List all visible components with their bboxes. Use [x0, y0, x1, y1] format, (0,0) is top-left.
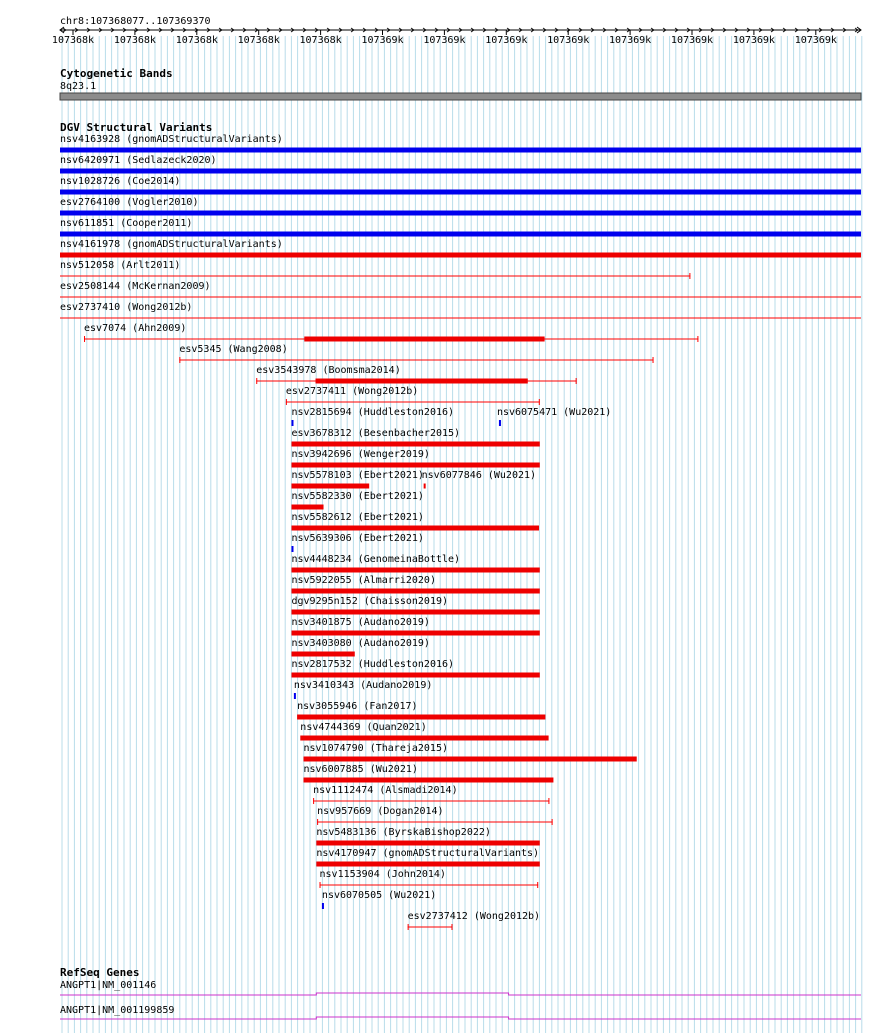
- variant-label[interactable]: nsv6420971 (Sedlazeck2020): [60, 155, 217, 166]
- variant-label[interactable]: esv2737410 (Wong2012b): [60, 302, 193, 313]
- gene-label-1[interactable]: ANGPT1|NM_001146: [60, 980, 157, 991]
- ruler-tick-label: 107369k: [670, 35, 714, 46]
- ruler-location: chr8:107368077..107369370: [60, 16, 211, 27]
- ruler-tick-label: 107369k: [794, 35, 837, 46]
- variant-label[interactable]: nsv3055946 (Fan2017): [297, 701, 418, 712]
- variant-label[interactable]: nsv3403080 (Audano2019): [291, 638, 430, 649]
- variant-bar[interactable]: [60, 232, 861, 237]
- variant-bar[interactable]: [291, 589, 539, 594]
- variant-label[interactable]: nsv957669 (Dogan2014): [317, 806, 444, 817]
- variant-bar[interactable]: [316, 379, 528, 384]
- variant-label[interactable]: nsv1112474 (Alsmadi2014): [313, 785, 458, 796]
- variant-label[interactable]: nsv6077846 (Wu2021): [421, 470, 537, 481]
- variant-label[interactable]: nsv2815694 (Huddleston2016): [291, 407, 455, 418]
- ruler-tick-label: 107369k: [609, 35, 652, 46]
- variant-label[interactable]: esv2508144 (McKernan2009): [60, 281, 211, 292]
- variant-label[interactable]: esv7074 (Ahn2009): [84, 323, 187, 334]
- variant-tick[interactable]: [294, 693, 296, 699]
- gene-label-2[interactable]: ANGPT1|NM_001199859: [60, 1005, 175, 1016]
- variant-label[interactable]: nsv2817532 (Huddleston2016): [291, 659, 455, 670]
- variant-label[interactable]: nsv512058 (Arlt2011): [60, 260, 181, 271]
- ruler-tick-label: 107368k: [51, 35, 95, 46]
- variant-label[interactable]: esv3678312 (Besenbacher2015): [291, 428, 461, 439]
- ruler-tick-label: 107369k: [485, 35, 528, 46]
- variant-bar[interactable]: [316, 862, 539, 867]
- variant-label[interactable]: nsv5582330 (Ebert2021): [291, 491, 424, 502]
- variant-bar[interactable]: [291, 631, 539, 636]
- variant-label[interactable]: esv5345 (Wang2008): [179, 344, 288, 355]
- variant-tick[interactable]: [291, 546, 293, 552]
- variant-bar[interactable]: [316, 841, 539, 846]
- variant-label[interactable]: nsv5639306 (Ebert2021): [291, 533, 424, 544]
- variant-label[interactable]: nsv6007885 (Wu2021): [303, 764, 418, 775]
- ruler-tick-label: 107369k: [547, 35, 590, 46]
- variant-bar[interactable]: [304, 337, 544, 342]
- variant-label[interactable]: nsv5483136 (ByrskaBishop2022): [316, 827, 491, 838]
- variant-label[interactable]: esv3543978 (Boomsma2014): [256, 365, 401, 376]
- variant-label[interactable]: nsv1028726 (Coe2014): [60, 176, 181, 187]
- variant-label[interactable]: nsv6075471 (Wu2021): [496, 407, 612, 418]
- cytoband-name: 8q23.1: [60, 81, 97, 92]
- variant-bar[interactable]: [304, 757, 637, 762]
- ruler-tick-label: 107369k: [361, 35, 404, 46]
- variant-bar[interactable]: [291, 505, 323, 510]
- variant-tick[interactable]: [499, 420, 501, 426]
- variant-label[interactable]: esv2764100 (Vogler2010): [60, 197, 199, 208]
- variant-label[interactable]: nsv4161978 (gnomADStructuralVariants): [60, 239, 283, 250]
- variant-bar[interactable]: [60, 211, 861, 216]
- variant-bar[interactable]: [291, 463, 539, 468]
- variant-label[interactable]: nsv1074790 (Thareja2015): [303, 743, 448, 754]
- variant-tick[interactable]: [291, 420, 293, 426]
- variant-label[interactable]: nsv5922055 (Almarri2020): [291, 575, 436, 586]
- variant-bar[interactable]: [60, 190, 861, 195]
- variant-label[interactable]: nsv4163928 (gnomADStructuralVariants): [60, 134, 283, 145]
- variant-bar[interactable]: [60, 169, 861, 174]
- variant-label[interactable]: nsv3401875 (Audano2019): [291, 617, 430, 628]
- variant-bar[interactable]: [291, 610, 539, 615]
- variant-bar[interactable]: [291, 442, 539, 447]
- variant-bar[interactable]: [291, 652, 354, 657]
- variant-label[interactable]: esv2737411 (Wong2012b): [285, 386, 419, 397]
- variant-label[interactable]: nsv4170947 (gnomADStructuralVariants): [316, 848, 540, 859]
- cytoband-bar[interactable]: [60, 93, 861, 100]
- variant-bar[interactable]: [60, 148, 861, 153]
- dgv-track-title[interactable]: DGV Structural Variants: [60, 121, 213, 134]
- variant-bar[interactable]: [291, 673, 539, 678]
- variant-label[interactable]: nsv611851 (Cooper2011): [60, 218, 193, 229]
- ruler-tick-label: 107368k: [299, 35, 342, 46]
- variant-label[interactable]: nsv3942696 (Wenger2019): [291, 449, 430, 460]
- variant-bar[interactable]: [291, 526, 539, 531]
- variant-label[interactable]: nsv3410343 (Audano2019): [293, 680, 433, 691]
- variant-label[interactable]: nsv4448234 (GenomeinaBottle): [291, 554, 461, 565]
- variant-label[interactable]: esv2737412 (Wong2012b): [407, 911, 541, 922]
- variant-label[interactable]: dgv9295n152 (Chaisson2019): [291, 596, 449, 607]
- variant-label[interactable]: nsv4744369 (Quan2021): [300, 722, 427, 733]
- variant-label[interactable]: nsv6070505 (Wu2021): [321, 890, 437, 901]
- variant-bar[interactable]: [424, 484, 426, 489]
- variant-bar[interactable]: [60, 253, 861, 258]
- variant-label[interactable]: nsv5582612 (Ebert2021): [291, 512, 424, 523]
- variant-label[interactable]: nsv1153904 (John2014): [319, 869, 446, 880]
- variant-tick[interactable]: [322, 903, 324, 909]
- ruler-tick-label: 107368k: [237, 35, 280, 46]
- variant-bar[interactable]: [291, 484, 369, 489]
- variant-label[interactable]: nsv5578103 (Ebert2021): [291, 470, 424, 481]
- gene-model-1[interactable]: [60, 993, 861, 995]
- refseq-track-title[interactable]: RefSeq Genes: [60, 966, 140, 979]
- variant-bar[interactable]: [304, 778, 554, 783]
- variant-bar[interactable]: [291, 568, 539, 573]
- variant-bar[interactable]: [300, 736, 548, 741]
- ruler-tick-label: 107368k: [113, 35, 156, 46]
- ruler-tick-label: 107368k: [175, 35, 218, 46]
- ruler-tick-label: 107369k: [732, 35, 775, 46]
- variant-bar[interactable]: [297, 715, 545, 720]
- ruler-tick-label: 107369k: [423, 35, 466, 46]
- cytoband-track-title[interactable]: Cytogenetic Bands: [60, 67, 173, 80]
- gene-model-2[interactable]: [60, 1017, 861, 1019]
